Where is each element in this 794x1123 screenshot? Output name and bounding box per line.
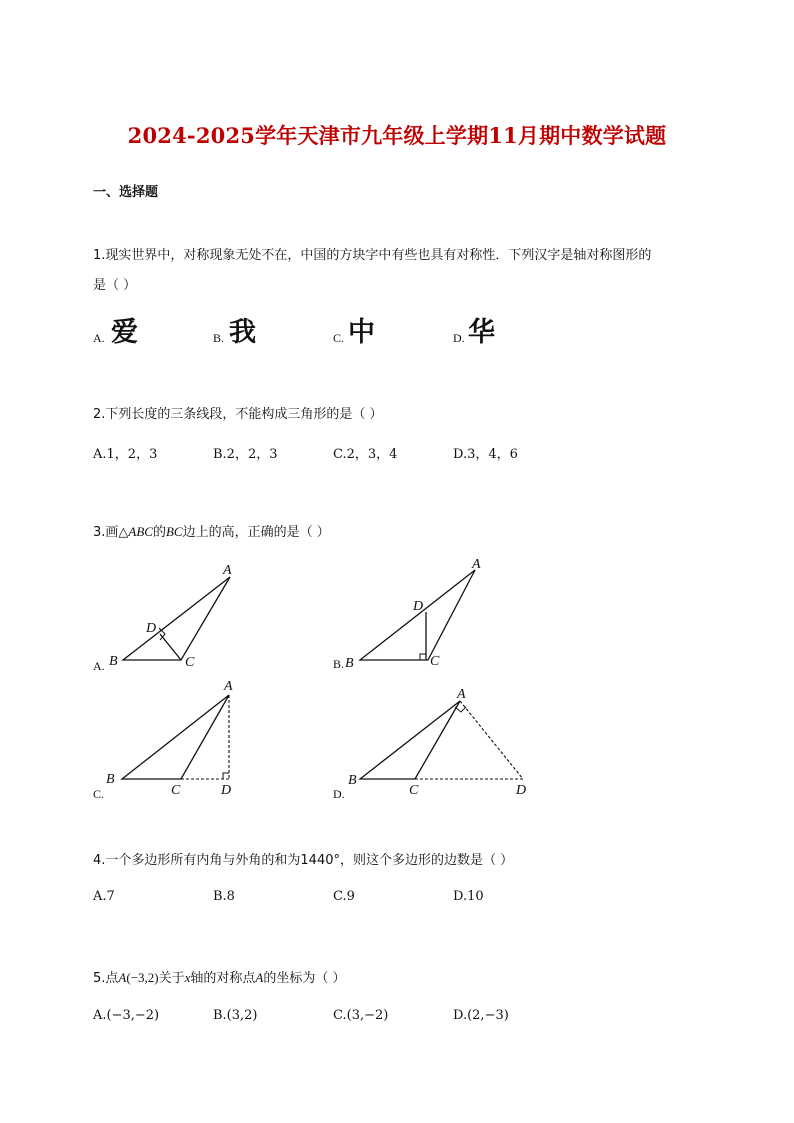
q3-stem-prefix: 3.画: [93, 525, 119, 540]
q5-x-axis: x: [184, 970, 191, 985]
q3-c-label-a: A: [224, 679, 233, 694]
q3-stem: [93, 521, 330, 540]
q3-stem-abc: ABC: [128, 524, 153, 539]
q3-option-d-letter[interactable]: D.: [333, 787, 345, 801]
q4-option-c[interactable]: C.9: [333, 889, 355, 904]
q3-d-label-d: D: [516, 783, 527, 798]
q5-stem-suffix: 的坐标为（ ）: [263, 971, 346, 986]
q3-option-a-letter[interactable]: A.: [93, 659, 105, 673]
q1-stem-line1: 1.现实世界中，对称现象无处不在，中国的方块字中有些也具有对称性．下列汉字是轴对称图形的: [93, 248, 652, 263]
q5-coordinate: (−3,2): [126, 970, 159, 985]
q4-option-b[interactable]: B.8: [213, 889, 235, 904]
q3-a-label-b: B: [109, 654, 118, 669]
q1-option-d-char: 华: [468, 317, 495, 348]
q4-stem: 4.一个多边形所有内角与外角的和为1440°，则这个多边形的边数是（ ）: [93, 853, 514, 868]
q3-b-label-d: D: [413, 599, 424, 614]
q5-stem: [93, 967, 346, 986]
q3-option-c-letter[interactable]: C.: [93, 787, 105, 801]
q2-option-b[interactable]: B.2，2，3: [213, 447, 278, 462]
q5-stem-mid2: 轴的对称点: [190, 971, 256, 986]
q4-option-d[interactable]: D.10: [453, 889, 484, 904]
q5-option-b[interactable]: B.(3,2): [213, 1008, 258, 1023]
q3-stem-suffix: 边上的高，正确的是（ ）: [182, 525, 330, 540]
q5-option-d[interactable]: D.(2,−3): [453, 1008, 509, 1023]
q3-triangle-symbol: △: [118, 525, 129, 540]
q3-figure-c: [100, 673, 250, 803]
q2-option-c[interactable]: C.2，3，4: [333, 447, 398, 462]
q1-option-c-char: 中: [348, 317, 375, 348]
q3-option-b-letter[interactable]: B.: [333, 657, 345, 671]
section-heading: 一、选择题: [93, 185, 159, 200]
q5-stem-mid: 关于: [158, 971, 185, 986]
q2-stem: 2.下列长度的三条线段，不能构成三角形的是（ ）: [93, 407, 383, 422]
q3-c-label-c: C: [171, 783, 181, 798]
q3-d-label-a: A: [457, 687, 466, 702]
q3-stem-mid: 的: [152, 525, 166, 540]
q2-option-d[interactable]: D.3，4，6: [453, 447, 518, 462]
q3-figure-a: [100, 560, 250, 675]
q5-point-a: A: [118, 970, 127, 985]
q1-option-c-letter: C.: [333, 331, 345, 345]
q5-stem-prefix: 5.点: [93, 971, 119, 986]
q3-b-label-a: A: [472, 557, 481, 572]
q1-option-b-char: 我: [229, 317, 256, 348]
q1-stem-line2: 是（ ）: [93, 278, 137, 293]
q3-a-label-a: A: [223, 563, 232, 578]
q3-a-label-d: D: [146, 621, 157, 636]
q3-c-label-d: D: [221, 783, 232, 798]
q3-figure-d: [340, 683, 540, 803]
q1-option-a-letter: A.: [93, 331, 105, 345]
page-title: 2024-2025学年天津市九年级上学期11月期中数学试题: [127, 123, 667, 148]
q4-option-a[interactable]: A.7: [93, 889, 115, 904]
q3-b-label-c: C: [430, 654, 440, 669]
q1-option-d-letter: D.: [453, 331, 465, 345]
q5-option-c[interactable]: C.(3,−2): [333, 1008, 389, 1023]
q3-stem-bc: BC: [165, 524, 183, 539]
q5-point-a-prime: A: [255, 970, 264, 985]
q3-figure-b: [340, 553, 500, 675]
q5-option-a[interactable]: A.(−3,−2): [93, 1008, 160, 1023]
q1-option-a-char: 爱: [111, 317, 138, 348]
q3-c-label-b: B: [106, 772, 115, 787]
q3-d-label-b: B: [348, 773, 357, 788]
q3-d-label-c: C: [409, 783, 419, 798]
q3-b-label-b: B: [345, 656, 354, 671]
q1-option-b-letter: B.: [213, 331, 225, 345]
q2-option-a[interactable]: A.1，2，3: [93, 447, 158, 462]
q3-a-label-c: C: [185, 655, 195, 670]
